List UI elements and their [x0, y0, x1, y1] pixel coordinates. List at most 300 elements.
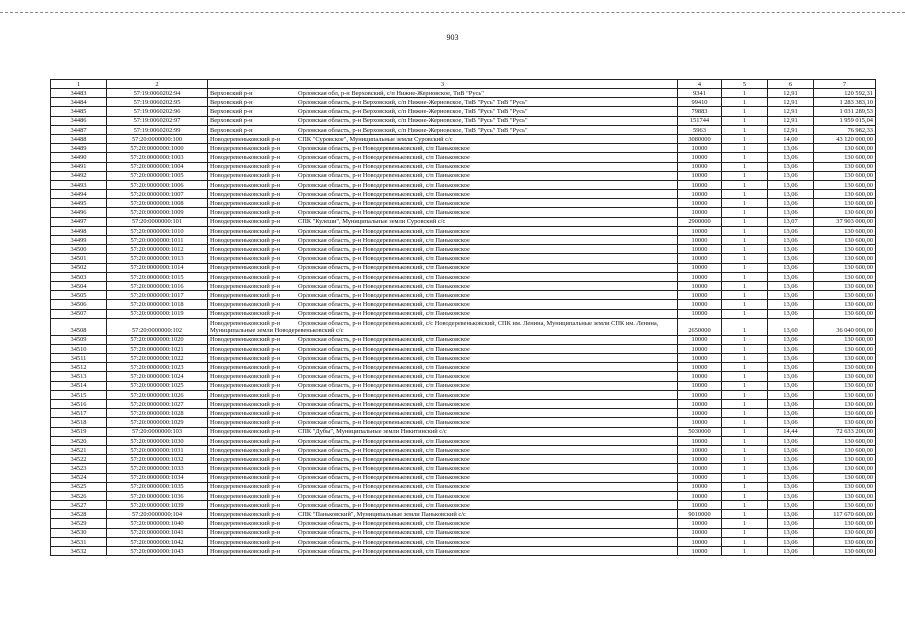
area-cell: 10000 — [678, 254, 722, 263]
district-name: Новодеревеньковский р-н — [210, 336, 281, 344]
table-row — [51, 455, 876, 464]
address-text: Орловская область, р-н Новодеревеньковский, с/п Паньковское — [298, 455, 470, 463]
table-row — [51, 116, 876, 125]
cadastral-number-cell: 57:20:0000000:1004 — [107, 162, 208, 171]
district-name: Новодеревеньковский р-н — [210, 446, 281, 454]
row-number-cell: 34527 — [51, 501, 107, 510]
rate-cell: 13,06 — [768, 171, 814, 180]
count-cell: 1 — [722, 190, 768, 199]
value-cell: 130 600,00 — [814, 199, 876, 208]
district-name: Верховский р-н — [210, 126, 253, 134]
cadastral-number-cell: 57:20:0000000:1016 — [107, 281, 208, 290]
count-cell: 1 — [722, 464, 768, 473]
area-cell: 9341 — [678, 89, 722, 98]
table-row — [51, 199, 876, 208]
rate-cell: 13,06 — [768, 372, 814, 381]
count-cell: 1 — [722, 199, 768, 208]
table-row — [51, 153, 876, 162]
address-text: Орловская область, р-н Верховский, с/п Нижне-Жерновское, ТиВ "Русь" ТиВ "Русь" — [298, 108, 528, 116]
cadastral-number-cell: 57:20:0000000:1006 — [107, 180, 208, 189]
table-row — [51, 381, 876, 390]
column-number-1: 1 — [51, 80, 107, 89]
scan-top-rule — [0, 12, 905, 13]
count-cell: 1 — [722, 245, 768, 254]
address-text: СПК "Дубы", Муниципальные земли Никитинский с/с — [298, 428, 447, 436]
table-row — [51, 473, 876, 482]
table-row — [51, 134, 876, 143]
address-text: Орловская область, р-н Новодеревеньковский, с/п Паньковское — [298, 236, 470, 244]
count-cell: 1 — [722, 400, 768, 409]
value-cell: 37 903 000,00 — [814, 217, 876, 226]
row-number-cell: 34503 — [51, 272, 107, 281]
area-cell: 10000 — [678, 528, 722, 537]
value-cell: 130 600,00 — [814, 254, 876, 263]
address-text: Орловская область, р-н Новодеревеньковский, с/п Паньковское — [298, 345, 470, 353]
rate-cell: 13,60 — [768, 318, 814, 335]
address-text: Орловская область, р-н Новодеревеньковский, с/п Паньковское — [298, 501, 470, 509]
cadastral-number-cell: 57:20:0000000:1023 — [107, 363, 208, 372]
area-cell: 10000 — [678, 547, 722, 556]
area-cell: 10000 — [678, 226, 722, 235]
location-cell — [208, 409, 678, 418]
table-row — [51, 464, 876, 473]
location-cell — [208, 445, 678, 454]
area-cell: 10000 — [678, 190, 722, 199]
address-text: Орловская область, р-н Новодеревеньковский, с/п Паньковское — [298, 492, 470, 500]
rate-cell: 13,06 — [768, 473, 814, 482]
cadastral-number-cell: 57:20:0000000:1012 — [107, 245, 208, 254]
location-cell — [208, 400, 678, 409]
count-cell: 1 — [722, 171, 768, 180]
rate-cell: 13,06 — [768, 190, 814, 199]
count-cell: 1 — [722, 354, 768, 363]
district-name: Верховский р-н — [210, 117, 253, 125]
location-cell — [208, 547, 678, 556]
district-name: Новодеревеньковский р-н — [210, 319, 281, 327]
row-number-cell: 34499 — [51, 236, 107, 245]
location-cell — [208, 354, 678, 363]
value-cell: 130 600,00 — [814, 171, 876, 180]
district-name: Новодеревеньковский р-н — [210, 345, 281, 353]
row-number-cell: 34493 — [51, 180, 107, 189]
district-name: Новодеревеньковский р-н — [210, 227, 281, 235]
area-cell: 10000 — [678, 473, 722, 482]
area-cell: 2900000 — [678, 217, 722, 226]
value-cell: 130 600,00 — [814, 272, 876, 281]
rate-cell: 13,06 — [768, 254, 814, 263]
location-cell — [208, 98, 678, 107]
cadastral-number-cell: 57:20:0000000:1042 — [107, 537, 208, 546]
cadastral-number-cell: 57:20:0000000:1040 — [107, 519, 208, 528]
value-cell: 130 600,00 — [814, 263, 876, 272]
row-number-cell: 34519 — [51, 427, 107, 436]
address-text: Орловская область, р-н Новодеревеньковский, с/п Паньковское — [298, 163, 470, 171]
value-cell: 130 600,00 — [814, 482, 876, 491]
row-number-cell: 34486 — [51, 116, 107, 125]
value-cell: 1 283 383,10 — [814, 98, 876, 107]
cadastral-number-cell: 57:20:0000000:103 — [107, 427, 208, 436]
table-row — [51, 409, 876, 418]
cadastral-number-cell: 57:20:0000000:1000 — [107, 144, 208, 153]
address-text: Орловская область, р-н Новодеревеньковский, с/п Паньковское — [298, 291, 470, 299]
district-name: Новодеревеньковский р-н — [210, 492, 281, 500]
area-cell: 10000 — [678, 436, 722, 445]
table-row — [51, 501, 876, 510]
district-name: Новодеревеньковский р-н — [210, 301, 281, 309]
row-number-cell: 34515 — [51, 390, 107, 399]
cadastral-number-cell: 57:20:0000000:1009 — [107, 208, 208, 217]
address-text: Орловская область, р-н Новодеревеньковский, с/п Паньковское — [298, 200, 470, 208]
address-text: Орловская область, р-н Новодеревеньковский, с/п Паньковское — [298, 520, 470, 528]
cadastral-number-cell: 57:20:0000000:101 — [107, 217, 208, 226]
address-text: Орловская область, р-н Новодеревеньковский, с/п Паньковское — [298, 547, 470, 555]
rate-cell: 13,06 — [768, 144, 814, 153]
rate-cell: 13,06 — [768, 547, 814, 556]
table-row — [51, 482, 876, 491]
cadastral-number-cell: 57:20:0000000:1024 — [107, 372, 208, 381]
table-row — [51, 318, 876, 335]
cadastral-number-cell: 57:20:0000000:1003 — [107, 153, 208, 162]
area-cell: 10000 — [678, 199, 722, 208]
location-cell — [208, 180, 678, 189]
row-number-cell: 34497 — [51, 217, 107, 226]
row-number-cell: 34522 — [51, 455, 107, 464]
table-row — [51, 510, 876, 519]
rate-cell: 14,00 — [768, 134, 814, 143]
district-name: Новодеревеньковский р-н — [210, 236, 281, 244]
row-number-cell: 34490 — [51, 153, 107, 162]
count-cell: 1 — [722, 272, 768, 281]
district-name: Новодеревеньковский р-н — [210, 391, 281, 399]
cadastral-number-cell: 57:20:0000000:1013 — [107, 254, 208, 263]
location-cell — [208, 89, 678, 98]
count-cell: 1 — [722, 501, 768, 510]
rate-cell: 13,06 — [768, 528, 814, 537]
table-row — [51, 537, 876, 546]
address-text: Орловская область, р-н Новодеревеньковский, с/п Паньковское — [298, 282, 470, 290]
table-row — [51, 400, 876, 409]
cadastral-number-cell: 57:20:0000000:1025 — [107, 381, 208, 390]
location-cell — [208, 482, 678, 491]
table-row — [51, 254, 876, 263]
table-row — [51, 335, 876, 344]
count-cell: 1 — [722, 445, 768, 454]
address-text: Орловская область, р-н Верховский, с/п Нижне-Жерновское, ТиВ "Русь" ТиВ "Русь" — [298, 98, 528, 106]
column-number-row — [51, 80, 876, 89]
cadastral-number-cell: 57:19:0060202:97 — [107, 116, 208, 125]
count-cell: 1 — [722, 390, 768, 399]
area-cell: 10000 — [678, 309, 722, 318]
table-row — [51, 436, 876, 445]
location-cell — [208, 116, 678, 125]
district-name: Новодеревеньковский р-н — [210, 511, 281, 519]
area-cell: 10000 — [678, 335, 722, 344]
count-cell: 1 — [722, 318, 768, 335]
row-number-cell: 34530 — [51, 528, 107, 537]
location-cell — [208, 501, 678, 510]
row-number-cell: 34517 — [51, 409, 107, 418]
row-number-cell: 34492 — [51, 171, 107, 180]
cadastral-number-cell: 57:20:0000000:1007 — [107, 190, 208, 199]
count-cell: 1 — [722, 547, 768, 556]
rate-cell: 13,06 — [768, 153, 814, 162]
area-cell: 10000 — [678, 418, 722, 427]
cadastral-number-cell: 57:20:0000000:1036 — [107, 491, 208, 500]
rate-cell: 13,06 — [768, 291, 814, 300]
address-text: Орловская область, р-н Верховский, с/п Нижне-Жерновское, ТиВ "Русь" ТиВ "Русь" — [298, 126, 528, 134]
area-cell: 10000 — [678, 263, 722, 272]
rate-cell: 12,91 — [768, 98, 814, 107]
count-cell: 1 — [722, 107, 768, 116]
value-cell: 130 600,00 — [814, 519, 876, 528]
location-cell — [208, 144, 678, 153]
area-cell: 10000 — [678, 272, 722, 281]
location-cell — [208, 217, 678, 226]
cadastral-number-cell: 57:20:0000000:1041 — [107, 528, 208, 537]
address-text: СПК "Суровское", Муниципальные земли Суровский с/с — [298, 135, 453, 143]
table-row — [51, 372, 876, 381]
value-cell: 130 600,00 — [814, 390, 876, 399]
rate-cell: 13,06 — [768, 344, 814, 353]
address-text: Орловская область, р-н Новодеревеньковский, с/п Паньковское — [298, 144, 470, 152]
cadastral-number-cell: 57:20:0000000:1027 — [107, 400, 208, 409]
area-cell: 10000 — [678, 300, 722, 309]
table-row — [51, 445, 876, 454]
value-cell: 130 600,00 — [814, 473, 876, 482]
cadastral-number-cell: 57:20:0000000:1026 — [107, 390, 208, 399]
district-name: Новодеревеньковский р-н — [210, 181, 281, 189]
cadastral-number-cell: 57:20:0000000:1028 — [107, 409, 208, 418]
rate-cell: 13,06 — [768, 354, 814, 363]
value-cell: 130 600,00 — [814, 528, 876, 537]
rate-cell: 13,06 — [768, 400, 814, 409]
area-cell: 10000 — [678, 180, 722, 189]
rate-cell: 13,06 — [768, 519, 814, 528]
area-cell: 10000 — [678, 354, 722, 363]
address-text: Орловская область, р-н Новодеревеньковский, с/п Паньковское — [298, 172, 470, 180]
count-cell: 1 — [722, 226, 768, 235]
rate-cell: 13,06 — [768, 418, 814, 427]
district-name: Верховский р-н — [210, 89, 253, 97]
count-cell: 1 — [722, 89, 768, 98]
cadastral-number-cell: 57:20:0000000:104 — [107, 510, 208, 519]
rate-cell: 13,06 — [768, 445, 814, 454]
address-text: Орловская область, р-н Новодеревеньковский, с/п Паньковское — [298, 483, 470, 491]
value-cell: 130 600,00 — [814, 418, 876, 427]
count-cell: 1 — [722, 427, 768, 436]
area-cell: 99410 — [678, 98, 722, 107]
district-name: Верховский р-н — [210, 108, 253, 116]
cadastral-number-cell: 57:20:0000000:1015 — [107, 272, 208, 281]
count-cell: 1 — [722, 134, 768, 143]
location-cell — [208, 208, 678, 217]
value-cell: 130 600,00 — [814, 300, 876, 309]
address-text: Орловская область, р-н Новодеревеньковский, с/п Паньковское — [298, 364, 470, 372]
table-row — [51, 272, 876, 281]
area-cell: 5030000 — [678, 427, 722, 436]
address-text: Орловская область, р-н Новодеревеньковский, с/п Паньковское — [298, 227, 470, 235]
row-number-cell: 34491 — [51, 162, 107, 171]
count-cell: 1 — [722, 381, 768, 390]
value-cell: 130 600,00 — [814, 354, 876, 363]
address-text: Орловская область, р-н Новодеревеньковский, с/п Паньковское — [298, 255, 470, 263]
area-cell: 10000 — [678, 464, 722, 473]
cadastral-number-cell: 57:20:0000000:1014 — [107, 263, 208, 272]
cadastral-number-cell: 57:19:0060202:99 — [107, 125, 208, 134]
value-cell: 130 600,00 — [814, 537, 876, 546]
table-row — [51, 125, 876, 134]
count-cell: 1 — [722, 537, 768, 546]
count-cell: 1 — [722, 125, 768, 134]
location-cell — [208, 162, 678, 171]
area-cell: 10000 — [678, 171, 722, 180]
location-cell — [208, 519, 678, 528]
row-number-cell: 34526 — [51, 491, 107, 500]
district-name: Новодеревеньковский р-н — [210, 547, 281, 555]
rate-cell: 13,06 — [768, 162, 814, 171]
address-text: Орловская область, р-н Новодеревеньковский, с/п Паньковское — [298, 474, 470, 482]
cadastral-number-cell: 57:20:0000000:1031 — [107, 445, 208, 454]
district-name: Новодеревеньковский р-н — [210, 474, 281, 482]
row-number-cell: 34488 — [51, 134, 107, 143]
row-number-cell: 34528 — [51, 510, 107, 519]
address-text: Орловская область, р-н Верховский, с/п Нижне-Жерновское, ТиВ "Русь" ТиВ "Русь" — [298, 117, 528, 125]
value-cell: 130 600,00 — [814, 291, 876, 300]
count-cell: 1 — [722, 528, 768, 537]
district-name: Новодеревеньковский р-н — [210, 520, 281, 528]
location-cell — [208, 510, 678, 519]
district-name: Новодеревеньковский р-н — [210, 373, 281, 381]
rate-cell: 13,06 — [768, 436, 814, 445]
location-cell — [208, 318, 678, 335]
area-cell: 10000 — [678, 400, 722, 409]
row-number-cell: 34494 — [51, 190, 107, 199]
count-cell: 1 — [722, 363, 768, 372]
value-cell: 130 600,00 — [814, 335, 876, 344]
rate-cell: 13,06 — [768, 226, 814, 235]
row-number-cell: 34500 — [51, 245, 107, 254]
table-row — [51, 162, 876, 171]
row-number-cell: 34518 — [51, 418, 107, 427]
location-cell — [208, 473, 678, 482]
table-row — [51, 208, 876, 217]
cadastral-number-cell: 57:20:0000000:1010 — [107, 226, 208, 235]
count-cell: 1 — [722, 300, 768, 309]
row-number-cell: 34511 — [51, 354, 107, 363]
address-text: Орловская область, р-н Новодеревеньковский, с/п Паньковское — [298, 245, 470, 253]
value-cell: 130 600,00 — [814, 372, 876, 381]
value-cell: 130 600,00 — [814, 363, 876, 372]
area-cell: 79883 — [678, 107, 722, 116]
area-cell: 2650000 — [678, 318, 722, 335]
location-cell — [208, 107, 678, 116]
table-row — [51, 291, 876, 300]
value-cell: 130 600,00 — [814, 309, 876, 318]
count-cell: 1 — [722, 208, 768, 217]
location-cell — [208, 455, 678, 464]
value-cell: 43 120 000,00 — [814, 134, 876, 143]
column-number-5: 5 — [722, 80, 768, 89]
table-row — [51, 354, 876, 363]
area-cell: 10000 — [678, 236, 722, 245]
row-number-cell: 34487 — [51, 125, 107, 134]
location-cell — [208, 272, 678, 281]
area-cell: 10000 — [678, 245, 722, 254]
cadastral-number-cell: 57:20:0000000:1039 — [107, 501, 208, 510]
rate-cell: 12,91 — [768, 116, 814, 125]
count-cell: 1 — [722, 344, 768, 353]
value-cell: 130 600,00 — [814, 445, 876, 454]
count-cell: 1 — [722, 180, 768, 189]
address-text: Орловская область, р-н Новодеревеньковский, с/п Паньковское — [298, 273, 470, 281]
location-cell — [208, 344, 678, 353]
cadastral-number-cell: 57:19:0060202:94 — [107, 89, 208, 98]
district-name: Новодеревеньковский р-н — [210, 529, 281, 537]
value-cell: 130 600,00 — [814, 400, 876, 409]
address-text: Орловская область, р-н Новодеревеньковский, с/п Паньковское — [298, 419, 470, 427]
location-cell — [208, 245, 678, 254]
cadastral-number-cell: 57:20:0000000:1034 — [107, 473, 208, 482]
rate-cell: 13,06 — [768, 263, 814, 272]
count-cell: 1 — [722, 116, 768, 125]
table-header — [51, 80, 876, 89]
area-cell: 10000 — [678, 519, 722, 528]
location-cell — [208, 372, 678, 381]
cadastral-number-cell: 57:20:0000000:100 — [107, 134, 208, 143]
table-row — [51, 190, 876, 199]
rate-cell: 13,06 — [768, 482, 814, 491]
area-cell: 10000 — [678, 537, 722, 546]
district-name: Новодеревеньковский р-н — [210, 172, 281, 180]
location-cell — [208, 171, 678, 180]
address-text: Орловская обл, р-н Верховский, с/п Нижне-Жерновское, ТиВ "Русь" — [298, 89, 484, 97]
district-name: Новодеревеньковский р-н — [210, 218, 281, 226]
count-cell: 1 — [722, 473, 768, 482]
rate-cell: 13,06 — [768, 381, 814, 390]
address-text: СПК "Кулеши", Муниципальные земли Суровский с/с — [298, 218, 446, 226]
value-cell: 36 040 000,00 — [814, 318, 876, 335]
address-text: Орловская область, р-н Новодеревеньковский, с/п Паньковское — [298, 465, 470, 473]
cadastral-number-cell: 57:20:0000000:102 — [107, 318, 208, 335]
area-cell: 10000 — [678, 144, 722, 153]
value-cell: 130 600,00 — [814, 180, 876, 189]
cadastral-number-cell: 57:20:0000000:1021 — [107, 344, 208, 353]
value-cell: 117 670 600,00 — [814, 510, 876, 519]
location-cell — [208, 190, 678, 199]
count-cell: 1 — [722, 236, 768, 245]
rate-cell: 13,07 — [768, 217, 814, 226]
area-cell: 10000 — [678, 363, 722, 372]
value-cell: 130 600,00 — [814, 153, 876, 162]
row-number-cell: 34514 — [51, 381, 107, 390]
cadastral-number-cell: 57:20:0000000:1018 — [107, 300, 208, 309]
value-cell: 72 633 200,00 — [814, 427, 876, 436]
location-cell — [208, 236, 678, 245]
table-row — [51, 89, 876, 98]
rate-cell: 13,06 — [768, 491, 814, 500]
row-number-cell: 34521 — [51, 445, 107, 454]
cadastral-number-cell: 57:20:0000000:1022 — [107, 354, 208, 363]
location-cell — [208, 436, 678, 445]
count-cell: 1 — [722, 254, 768, 263]
value-cell: 130 600,00 — [814, 491, 876, 500]
area-cell: 5963 — [678, 125, 722, 134]
value-cell: 130 600,00 — [814, 190, 876, 199]
address-text: Орловская область, р-н Новодеревеньковский, с/п Паньковское — [298, 181, 470, 189]
address-text: Орловская область, р-н Новодеревеньковский, с/п Паньковское — [298, 373, 470, 381]
table-row — [51, 519, 876, 528]
location-cell — [208, 528, 678, 537]
